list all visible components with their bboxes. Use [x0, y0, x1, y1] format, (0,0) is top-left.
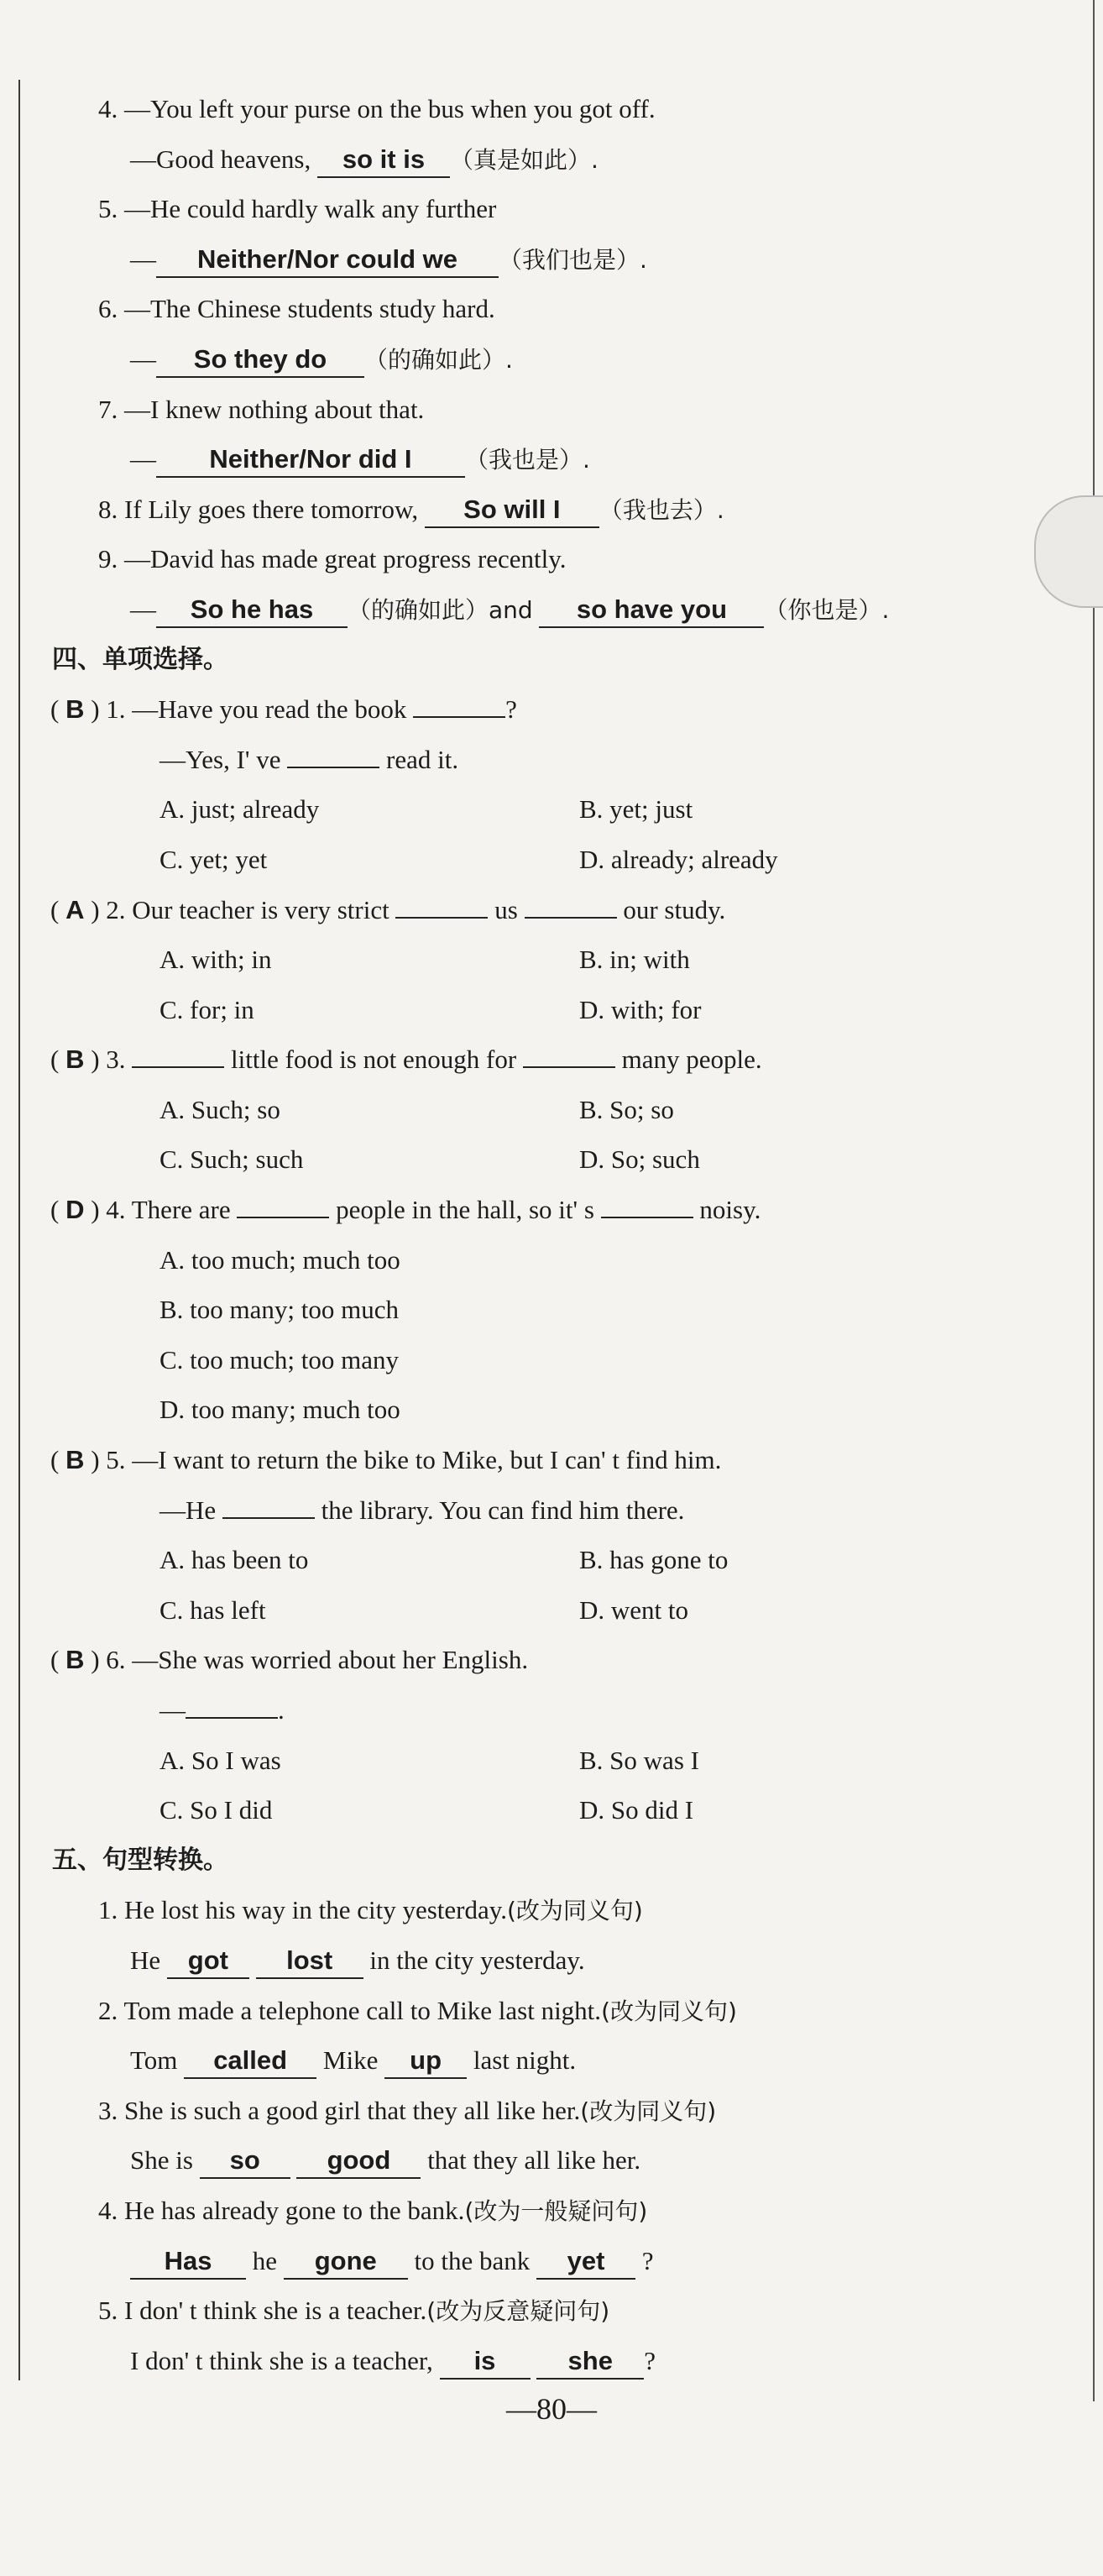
p5-q4-line2: Has he gone to the bank yet ?: [50, 2236, 1041, 2286]
p3-q6-line2: — So they do （的确如此）.: [50, 334, 1041, 385]
answer-blank: So will I: [425, 493, 599, 528]
answer-blank: yet: [536, 2244, 635, 2280]
answer-blank: good: [296, 2144, 421, 2179]
p5-q2-line1: 2. Tom made a telephone call to Mike last night.(改为同义句): [98, 1995, 737, 2025]
p5-q2-line2: Tom called Mike up last night.: [50, 2035, 1041, 2086]
answer-blank: gone: [284, 2244, 408, 2280]
p3-q7-line1: 7. —I knew nothing about that.: [98, 394, 425, 424]
blank-line: [523, 1066, 615, 1068]
p4-q6-options-cd: C. So I did D. So did I: [159, 1795, 694, 1825]
p4-q3-options-cd: C. Such; such D. So; such: [159, 1144, 700, 1175]
p4-q6-stem: ( B ) 6. —She was worried about her English.: [50, 1645, 529, 1675]
answer-blank: lost: [256, 1944, 363, 1979]
p3-q5-line2: — Neither/Nor could we （我们也是）.: [50, 234, 1041, 285]
blank-line: [222, 1517, 315, 1519]
answer-blank: Neither/Nor did I: [156, 442, 465, 478]
p4-q1-reply: —Yes, I' ve read it.: [159, 744, 459, 774]
page-number: —80—: [506, 2392, 597, 2426]
p4-q5-options-ab: A. has been to B. has gone to: [159, 1545, 729, 1575]
answer-blank: Has: [130, 2244, 246, 2280]
blank-line: [186, 1717, 278, 1719]
p4-q4-option-c: C. too much; too many: [159, 1344, 400, 1374]
blank-line: [413, 716, 505, 718]
answer-blank: so: [200, 2144, 290, 2179]
answer-blank: she: [536, 2344, 644, 2380]
p4-q1-options-ab: A. just; already B. yet; just: [159, 794, 693, 825]
p4-q2-options-ab: A. with; in B. in; with: [159, 945, 690, 975]
answer-blank: got: [167, 1944, 249, 1979]
blank-line: [395, 917, 488, 919]
section-heading-5: 五、句型转换。: [52, 1845, 228, 1875]
blank-line: [601, 1217, 693, 1218]
answer-blank: Neither/Nor could we: [156, 243, 499, 278]
worksheet-page: [50, 84, 1041, 2385]
p3-q9-line1: 9. —David has made great progress recently.: [98, 544, 567, 574]
section-heading-4: 四、单项选择。: [52, 644, 228, 674]
p4-q5-stem: ( B ) 5. —I want to return the bike to Mike, but I can' t find him.: [50, 1445, 722, 1475]
blank-line: [525, 917, 617, 919]
answer-blank: is: [440, 2344, 531, 2380]
p5-q5-line1: 5. I don' t think she is a teacher.(改为反意疑问句): [98, 2296, 610, 2326]
p3-q9-line2: — So he has （的确如此）and so have you （你也是）.: [50, 584, 1041, 635]
p3-q8-line: 8. If Lily goes there tomorrow, So will I （我也去）.: [50, 484, 1041, 535]
p4-q4-option-d: D. too many; much too: [159, 1395, 400, 1425]
p4-q5-reply: —He the library. You can find him there.: [159, 1495, 685, 1525]
p3-q6-line1: 6. —The Chinese students study hard.: [98, 294, 495, 324]
p5-q4-line1: 4. He has already gone to the bank.(改为一般疑问句): [98, 2195, 648, 2225]
p4-q3-stem: ( B ) 3. little food is not enough for many people.: [50, 1045, 762, 1075]
p4-q2-options-cd: C. for; in D. with; for: [159, 994, 702, 1024]
p4-q1-stem: ( B ) 1. —Have you read the book ?: [50, 694, 517, 725]
answer-blank: called: [184, 2044, 316, 2079]
p5-q3-line2: She is so good that they all like her.: [50, 2135, 1041, 2186]
p3-q4-line2: —Good heavens, so it is （真是如此）.: [50, 134, 1041, 185]
p4-q4-option-b: B. too many; too much: [159, 1295, 400, 1325]
blank-line: [287, 767, 379, 768]
blank-line: [132, 1066, 224, 1068]
p5-q3-line1: 3. She is such a good girl that they all like her.(改为同义句): [98, 2095, 717, 2125]
p4-q3-options-ab: A. Such; so B. So; so: [159, 1094, 674, 1124]
answer-blank: so it is: [317, 143, 450, 178]
left-margin-rule: [18, 80, 20, 2380]
answer-blank: up: [384, 2044, 467, 2079]
p5-q5-line2: I don' t think she is a teacher, is she ?: [50, 2336, 1041, 2386]
p4-q6-reply: — .: [159, 1695, 285, 1725]
answer-blank: So he has: [156, 593, 348, 628]
p5-q1-line1: 1. He lost his way in the city yesterday.(改为同义句): [98, 1895, 643, 1925]
p4-q4-option-a: A. too much; much too: [159, 1244, 400, 1275]
p3-q7-line2: — Neither/Nor did I （我也是）.: [50, 434, 1041, 484]
p4-q4-stem: ( D ) 4. There are people in the hall, so it' s noisy.: [50, 1195, 761, 1225]
p4-q5-options-cd: C. has left D. went to: [159, 1594, 689, 1625]
blank-line: [237, 1217, 329, 1218]
p4-q6-options-ab: A. So I was B. So was I: [159, 1745, 699, 1775]
answer-blank: so have you: [539, 593, 764, 628]
p4-q1-options-cd: C. yet; yet D. already; already: [159, 844, 778, 874]
p4-q2-stem: ( A ) 2. Our teacher is very strict us our study.: [50, 894, 726, 924]
p5-q1-line2: He got lost in the city yesterday.: [50, 1935, 1041, 1986]
answer-blank: So they do: [156, 343, 364, 378]
side-stamp: [1034, 495, 1103, 608]
right-margin-rule: [1093, 0, 1095, 2401]
p3-q5-line1: 5. —He could hardly walk any further: [98, 194, 497, 224]
p3-q4-line1: 4. —You left your purse on the bus when you got off.: [98, 94, 656, 123]
